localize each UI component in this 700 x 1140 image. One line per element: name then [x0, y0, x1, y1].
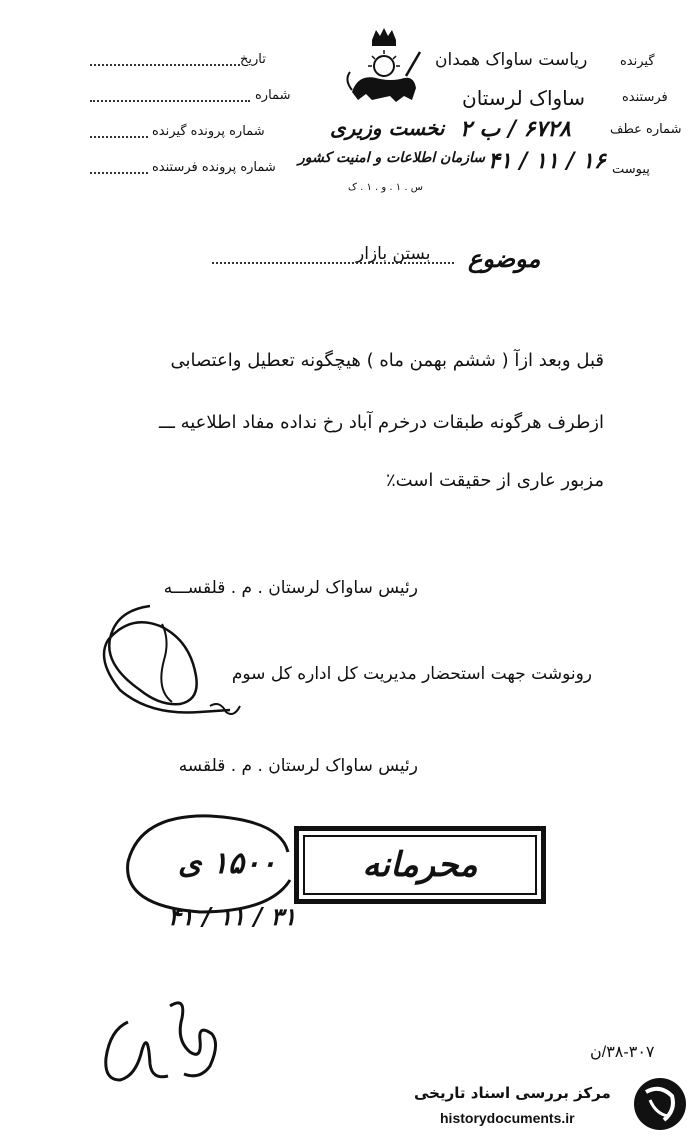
date-label: تاریخ: [240, 52, 266, 67]
date-dotted-line: [90, 64, 240, 66]
number-label: شماره: [255, 88, 291, 103]
reference-code: ۳۸-۳۰۷/ن: [590, 1044, 655, 1061]
copy-note: رونوشت جهت استحضار مدیریت کل اداره کل سوم: [231, 664, 592, 684]
reference-number-label: شماره عطف: [610, 122, 682, 137]
body-line-2: ازطرف هرگونه طبقات درخرم آباد رخ نداده مفاد اطلاعیه ـــ: [159, 412, 604, 433]
body-line-1: قبل وبعد ازآ ( ششم بهمن ماه ) هیچگونه تعطیل واعتصابی: [170, 350, 604, 371]
watermark-name: مرکز بررسی اسناد تاریخی: [414, 1084, 611, 1102]
handwritten-date: ۳۱ / ۱۱ / ۴۱: [168, 902, 297, 931]
sender-file-label: شماره پرونده فرستنده: [152, 160, 276, 175]
organization-title: سازمان اطلاعات و امنیت کشور: [298, 150, 485, 166]
recipient-file-dotted-line: [90, 136, 148, 138]
subject-value: بستن بازار: [356, 244, 431, 264]
confidential-stamp: [294, 826, 546, 904]
attachment-label: پیوست: [612, 162, 650, 177]
subject-dotted-line: [212, 262, 454, 264]
recipient-file-label: شماره پرونده گیرنده: [152, 124, 265, 139]
handwritten-number: ۱۵۰۰ ی: [178, 846, 277, 881]
signature-line-2: رئیس ساواک لرستان . م . قلقسه: [178, 756, 418, 776]
sender-file-dotted-line: [90, 172, 148, 174]
attachment-value: ۱۶ / ۱۱ / ۴۱: [488, 148, 606, 174]
sender-value: ساواک لرستان: [462, 86, 586, 110]
sender-label: فرستنده: [622, 90, 668, 105]
number-dotted-line: [90, 100, 250, 102]
signature-line-1: رئیس ساواک لرستان . م . قلقســـه: [163, 578, 418, 598]
body-line-3: مزبور عاری از حقیقت است٪: [385, 470, 604, 491]
form-code: س . ۱ . و . ۱ . ک: [348, 182, 423, 193]
recipient-value: ریاست ساواک همدان: [435, 50, 588, 70]
reference-number-value: ۶۷۲۸ / ب ۲: [460, 116, 571, 142]
confidential-stamp-text: محرمانه: [362, 845, 478, 885]
subject-label: موضوع: [468, 244, 541, 273]
recipient-label: گیرنده: [620, 54, 655, 69]
watermark-url: historydocuments.ir: [440, 1110, 575, 1126]
ministry-title: نخست وزیری: [330, 116, 445, 140]
